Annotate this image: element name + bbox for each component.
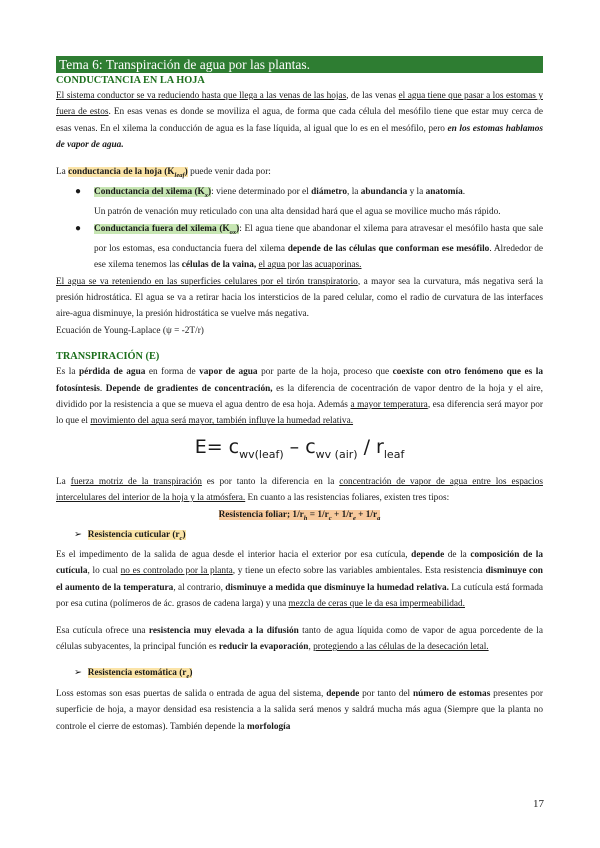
list-item-outside-xylem-conductance: ● Conductancia fuera del xilema $(K_{ox})$: El agua tiene que abandonar el xilema para atravesar el mesófilo hasta que sale por los estomas, esa conductancia fuera del xilema depende de las células que conforman ese mesófilo. Alrededor de ese xilema tenemos las células de la vaina, el agua por las acuaporinas.: [75, 222, 543, 271]
stomata-paragraph: Loss estomas son esas puertas de salida o entrada de agua del sistema, depende por tanto del número de estomas presentes por superficie de hoja, a mayor densidad esa resistencia a la salida será menos y saldrá mucha más agua (Siempre que la planta no controle el cierre de estomas). También depende la morfología: [56, 688, 544, 732]
bullet-icon: ●: [75, 222, 82, 234]
list-item-xylem-conductance: ● Conductancia del xilema $(K_x)$: viene determinado por el diámetro, la abundancia y la anatomía. Un patrón de venación muy reticulado con una alta densidad hará que el agua se movilice mucho más rápido.: [75, 185, 501, 218]
cuticle-function-paragraph: Esa cutícula ofrece una resistencia muy elevada a la difusión tanto de agua líquida como de vapor de agua porcedente de la células subyacentes, la principal función es reducir la evaporación, protegiendo a las células de la desecación letal.: [56, 625, 543, 653]
retention-paragraph: El agua se va reteniendo en las superficies celulares por el tirón transpiratorio, a mayor sea la curvatura, más negativa será la presión hidrostática. El agua se va a retirar hacia los intersticios de la pared celular, como el radio de curvatura de las interfaces aire-agua disminuye, la presión hidrostática se vuelve más negativa.: [56, 276, 544, 320]
subheading-stomatal-resistance: ➢ Resistencia estomática $(r_e)$: [74, 668, 193, 681]
kleaf-paragraph: La conductancia de la hoja $(K_{leaf})$ puede venir dada por:: [56, 166, 271, 179]
page-content: [56, 56, 543, 735]
section-heading-conductancia: CONDUCTANCIA EN LA HOJA: [56, 75, 205, 86]
subheading-cuticular-resistance: ➢ Resistencia cuticular $(r_c)$: [74, 529, 186, 542]
page-title: Tema 6: Transpiración de agua por las plantas.: [56, 56, 543, 73]
young-laplace-equation: Ecuación de Young-Laplace (ψ = -2T/r): [56, 325, 204, 336]
leaf-resistance-equation: Resistencia foliar; $1/r_h = 1/r_c + 1/r_e + 1/r_a$: [218, 509, 381, 522]
transpiration-formula: $E= c_{wv(leaf)} - c_{wv (air)} / r_{leaf}$: [194, 435, 405, 461]
transpiration-paragraph: Es la pérdida de agua en forma de vapor de agua por parte de la hoja, proceso que coexiste con otro fenómeno que es la fotosíntesis. Depende de gradientes de concentración, es la diferencia de cocentración de vapor dentro de la hoja y el aire, dividido por la resistencia a que se mueva el agua dentro de esa hoja. Además a mayor temperatura, esa diferencia será mayor por lo que el movimiento del agua será mayor, también influye la humedad relativa.: [56, 367, 544, 427]
intro-paragraph: El sistema conductor se va reduciendo hasta que llega a las venas de las hojas, de las venas el agua tiene que pasar a los estomas y fuera de estos. En esas venas es donde se moviliza el agua, de forma que cada célula del mesófilo tiene que estar muy cerca de esas venas. En el xilema la conducción de agua es la fase líquida, al igual que lo es en el mesófilo, pero en los estomas hablamos de vapor de agua.: [56, 91, 543, 151]
driving-force-paragraph: La fuerza motriz de la transpiración es por tanto la diferencia en la concentración de vapor de agua entre los espacios intercelulares del interior de la hoja y la atmósfera. En cuanto a las resistencias foliares, existen tres tipos:: [56, 476, 543, 504]
page-number: 17: [533, 798, 544, 810]
arrow-bullet-icon: ➢: [74, 668, 82, 679]
section-heading-transpiracion: TRANSPIRACIÓN (E): [56, 351, 160, 363]
cuticle-paragraph: Es el impedimento de la salida de agua desde el interior hacia el exterior por esa cutícula, depende de la composición de la cutícula, lo cual no es controlado por la planta, y tiene un efecto sobre las variables ambientales. Esta resistencia disminuye con el aumento de la temperatura, al contrario, disminuye a medida que disminuye la humedad relativa. La cutícula está formada por esa cutina (polímeros de ác. grasos de cadena larga) y una mezcla de ceras que le da esa impermeabilidad.: [56, 550, 543, 610]
bullet-icon: ●: [75, 185, 82, 197]
arrow-bullet-icon: ➢: [74, 529, 82, 540]
